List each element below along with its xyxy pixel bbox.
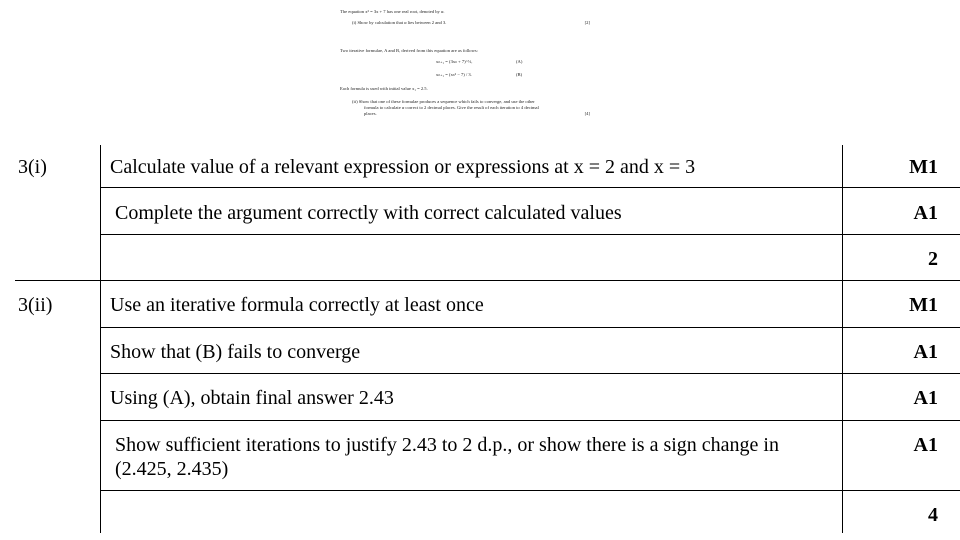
- question-text: [340, 6, 590, 146]
- mark-value: A1: [913, 341, 938, 363]
- question-part-ii-marks: [4]: [584, 111, 590, 116]
- answer-text: Calculate value of a relevant expression or expressions at x = 2 and x = 3: [110, 156, 696, 178]
- formula-a-label: (A): [516, 59, 523, 64]
- answer-text: Complete the argument correctly with correct calculated values: [115, 202, 622, 224]
- question-intro: The equation x³ = 3x + 7 has one real root, denoted by α.: [340, 9, 445, 14]
- answer-text: Show that (B) fails to converge: [110, 341, 361, 363]
- formula-a: xₙ₊₁ = (3xₙ + 7)^⅓,: [436, 59, 473, 64]
- table-row-divider: [100, 234, 960, 235]
- formula-b-label: (B): [516, 72, 523, 77]
- question-number: 3(i): [18, 156, 47, 178]
- formula-b: xₙ₊₁ = (xₙ³ − 7) / 3.: [436, 72, 472, 77]
- mark-total: 2: [928, 248, 938, 270]
- answer-text: Using (A), obtain final answer 2.43: [110, 387, 394, 409]
- table-row-divider: [100, 373, 960, 374]
- table-row-divider: [100, 420, 960, 421]
- answer-text: Use an iterative formula correctly at least once: [110, 294, 484, 316]
- mark-value: M1: [909, 156, 938, 178]
- mark-value: A1: [913, 202, 938, 224]
- table-row-divider: [100, 187, 960, 188]
- question-part-i-marks: [2]: [584, 20, 590, 25]
- question-number: 3(ii): [18, 294, 53, 316]
- mark-value: A1: [913, 387, 938, 409]
- mark-value: M1: [909, 294, 938, 316]
- table-row-divider: [100, 490, 960, 491]
- answer-text: Show sufficient iterations to justify 2.43 to 2 d.p., or show there is a sign change in (2.425, 2.435): [115, 434, 779, 480]
- question-initial-value: Each formula is used with initial value x₁ = 2.5.: [340, 86, 428, 91]
- question-part-ii-line-3: places.: [364, 111, 377, 116]
- table-column-divider: [100, 145, 101, 533]
- question-part-ii-line-1: (ii) Show that one of these formulae produces a sequence which fails to converge, and use the other: [352, 99, 535, 104]
- table-row-divider: [100, 327, 960, 328]
- question-formulas-intro: Two iterative formulae, A and B, derived from this equation are as follows:: [340, 48, 478, 53]
- mark-value: A1: [913, 434, 938, 456]
- question-part-i: (i) Show by calculation that α lies between 2 and 3.: [352, 20, 447, 25]
- table-section-divider: [15, 280, 960, 281]
- question-part-ii-line-2: formula to calculate α correct to 2 decimal places. Give the result of each iteration to 4 decimal: [364, 105, 539, 110]
- mark-total: 4: [928, 504, 938, 526]
